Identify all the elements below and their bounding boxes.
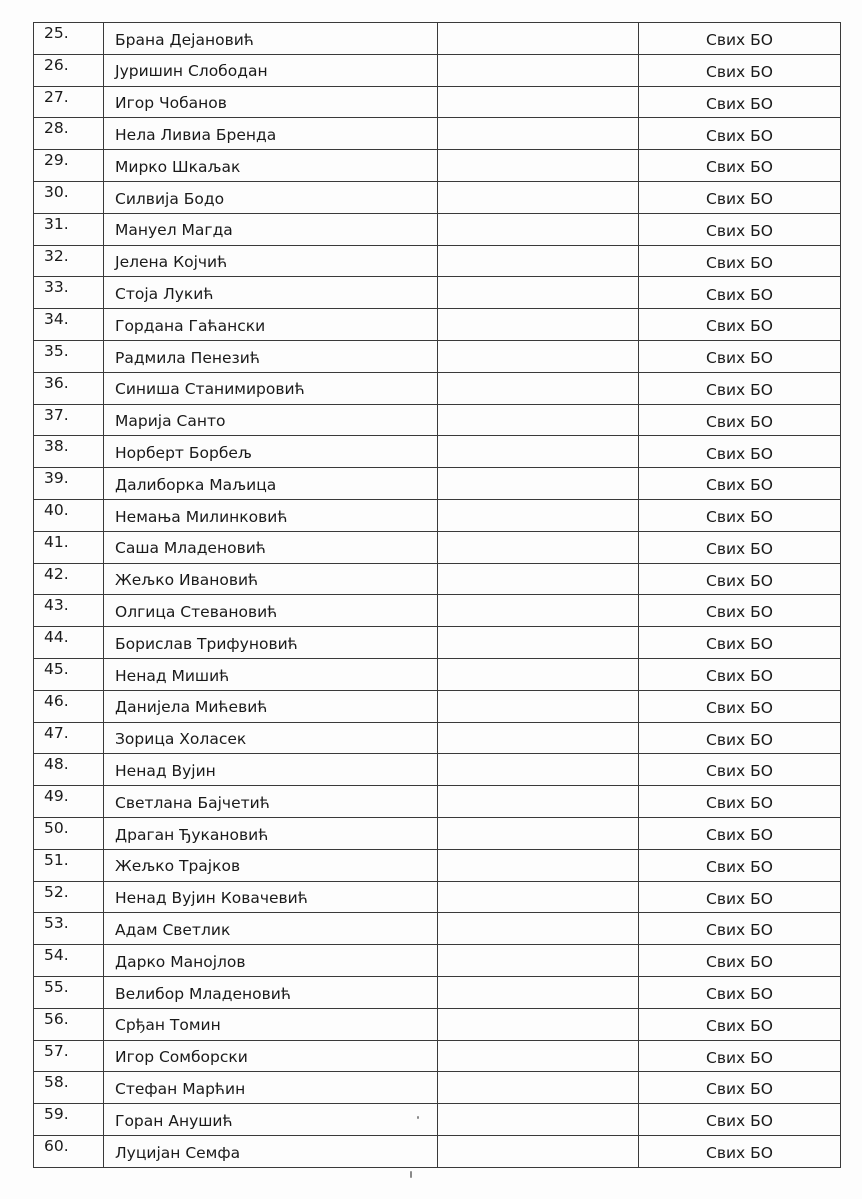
table-row bbox=[34, 722, 841, 754]
row-number: 29. bbox=[34, 150, 104, 182]
empty-cell bbox=[438, 722, 639, 754]
member-name: Марија Санто bbox=[104, 404, 438, 436]
member-name: Немања Милинковић bbox=[104, 499, 438, 531]
row-number: 36. bbox=[34, 372, 104, 404]
category-cell: Свих БО bbox=[639, 690, 841, 722]
empty-cell bbox=[438, 945, 639, 977]
empty-cell bbox=[438, 468, 639, 500]
row-number: 51. bbox=[34, 849, 104, 881]
row-number: 39. bbox=[34, 468, 104, 500]
table-row bbox=[34, 340, 841, 372]
category-cell: Свих БО bbox=[639, 86, 841, 118]
empty-cell bbox=[438, 976, 639, 1008]
empty-cell bbox=[438, 309, 639, 341]
member-name: Саша Младеновић bbox=[104, 531, 438, 563]
table-row bbox=[34, 627, 841, 659]
row-number: 50. bbox=[34, 817, 104, 849]
empty-cell bbox=[438, 1135, 639, 1167]
empty-cell bbox=[438, 54, 639, 86]
member-name: Жељко Ивановић bbox=[104, 563, 438, 595]
table-row bbox=[34, 595, 841, 627]
row-number: 49. bbox=[34, 786, 104, 818]
row-number: 45. bbox=[34, 658, 104, 690]
table-row bbox=[34, 658, 841, 690]
member-name: Борислав Трифуновић bbox=[104, 627, 438, 659]
row-number: 33. bbox=[34, 277, 104, 309]
member-name: Стефан Марћин bbox=[104, 1072, 438, 1104]
member-name: Олгица Стевановић bbox=[104, 595, 438, 627]
category-cell: Свих БО bbox=[639, 563, 841, 595]
category-cell: Свих БО bbox=[639, 913, 841, 945]
member-name: Силвија Бодо bbox=[104, 181, 438, 213]
row-number: 34. bbox=[34, 309, 104, 341]
category-cell: Свих БО bbox=[639, 531, 841, 563]
row-number: 44. bbox=[34, 627, 104, 659]
category-cell: Свих БО bbox=[639, 881, 841, 913]
member-name: Луцијан Семфа bbox=[104, 1135, 438, 1167]
row-number: 43. bbox=[34, 595, 104, 627]
member-name: Велибор Младеновић bbox=[104, 976, 438, 1008]
row-number: 54. bbox=[34, 945, 104, 977]
table-row bbox=[34, 1104, 841, 1136]
empty-cell bbox=[438, 340, 639, 372]
table-row bbox=[34, 118, 841, 150]
row-number: 48. bbox=[34, 754, 104, 786]
empty-cell bbox=[438, 1008, 639, 1040]
category-cell: Свих БО bbox=[639, 436, 841, 468]
row-number: 32. bbox=[34, 245, 104, 277]
category-cell: Свих БО bbox=[639, 754, 841, 786]
category-cell: Свих БО bbox=[639, 277, 841, 309]
member-name: Игор Чобанов bbox=[104, 86, 438, 118]
table-row bbox=[34, 436, 841, 468]
member-name: Брана Дејановић bbox=[104, 23, 438, 55]
scan-speck bbox=[410, 1171, 412, 1178]
member-name: Зорица Холасек bbox=[104, 722, 438, 754]
category-cell: Свих БО bbox=[639, 309, 841, 341]
table-row bbox=[34, 1008, 841, 1040]
member-name: Далиборка Маљица bbox=[104, 468, 438, 500]
row-number: 58. bbox=[34, 1072, 104, 1104]
row-number: 46. bbox=[34, 690, 104, 722]
table-row bbox=[34, 945, 841, 977]
member-name: Норберт Борбељ bbox=[104, 436, 438, 468]
row-number: 30. bbox=[34, 181, 104, 213]
table-row bbox=[34, 245, 841, 277]
member-name: Мирко Шкаљак bbox=[104, 150, 438, 182]
member-name: Ненад Вујин bbox=[104, 754, 438, 786]
category-cell: Свих БО bbox=[639, 722, 841, 754]
category-cell: Свих БО bbox=[639, 976, 841, 1008]
row-number: 40. bbox=[34, 499, 104, 531]
row-number: 25. bbox=[34, 23, 104, 55]
empty-cell bbox=[438, 786, 639, 818]
member-name: Синиша Станимировић bbox=[104, 372, 438, 404]
empty-cell bbox=[438, 881, 639, 913]
table-row bbox=[34, 277, 841, 309]
empty-cell bbox=[438, 627, 639, 659]
category-cell: Свих БО bbox=[639, 150, 841, 182]
table-row bbox=[34, 23, 841, 55]
row-number: 35. bbox=[34, 340, 104, 372]
empty-cell bbox=[438, 1040, 639, 1072]
empty-cell bbox=[438, 245, 639, 277]
row-number: 56. bbox=[34, 1008, 104, 1040]
member-name: Радмила Пенезић bbox=[104, 340, 438, 372]
empty-cell bbox=[438, 690, 639, 722]
category-cell: Свих БО bbox=[639, 658, 841, 690]
row-number: 37. bbox=[34, 404, 104, 436]
row-number: 38. bbox=[34, 436, 104, 468]
empty-cell bbox=[438, 213, 639, 245]
table-row bbox=[34, 531, 841, 563]
table-row bbox=[34, 86, 841, 118]
category-cell: Свих БО bbox=[639, 1072, 841, 1104]
member-name: Светлана Бајчетић bbox=[104, 786, 438, 818]
category-cell: Свих БО bbox=[639, 54, 841, 86]
member-name: Игор Сомборски bbox=[104, 1040, 438, 1072]
category-cell: Свих БО bbox=[639, 595, 841, 627]
category-cell: Свих БО bbox=[639, 1040, 841, 1072]
table-row bbox=[34, 881, 841, 913]
category-cell: Свих БО bbox=[639, 245, 841, 277]
empty-cell bbox=[438, 86, 639, 118]
table-row bbox=[34, 563, 841, 595]
empty-cell bbox=[438, 595, 639, 627]
row-number: 60. bbox=[34, 1135, 104, 1167]
scan-speck bbox=[417, 1116, 419, 1119]
empty-cell bbox=[438, 436, 639, 468]
empty-cell bbox=[438, 372, 639, 404]
member-name: Гордана Гаћански bbox=[104, 309, 438, 341]
table-row bbox=[34, 150, 841, 182]
table-row bbox=[34, 817, 841, 849]
table-row bbox=[34, 499, 841, 531]
member-name: Адам Светлик bbox=[104, 913, 438, 945]
category-cell: Свих БО bbox=[639, 786, 841, 818]
table-row bbox=[34, 1135, 841, 1167]
member-name: Данијела Мићевић bbox=[104, 690, 438, 722]
empty-cell bbox=[438, 277, 639, 309]
row-number: 41. bbox=[34, 531, 104, 563]
table-row bbox=[34, 786, 841, 818]
table-row bbox=[34, 468, 841, 500]
category-cell: Свих БО bbox=[639, 213, 841, 245]
category-cell: Свих БО bbox=[639, 372, 841, 404]
member-name: Драган Ђукановић bbox=[104, 817, 438, 849]
row-number: 59. bbox=[34, 1104, 104, 1136]
member-name: Жељко Трајков bbox=[104, 849, 438, 881]
member-name: Горан Анушић bbox=[104, 1104, 438, 1136]
row-number: 47. bbox=[34, 722, 104, 754]
member-name: Срђан Томин bbox=[104, 1008, 438, 1040]
empty-cell bbox=[438, 181, 639, 213]
table-row bbox=[34, 690, 841, 722]
category-cell: Свих БО bbox=[639, 118, 841, 150]
row-number: 55. bbox=[34, 976, 104, 1008]
empty-cell bbox=[438, 563, 639, 595]
table-row bbox=[34, 1072, 841, 1104]
empty-cell bbox=[438, 531, 639, 563]
row-number: 31. bbox=[34, 213, 104, 245]
member-name: Ненад Мишић bbox=[104, 658, 438, 690]
member-list-body bbox=[34, 23, 841, 1168]
table-row bbox=[34, 213, 841, 245]
member-name: Дарко Манојлов bbox=[104, 945, 438, 977]
member-name: Ненад Вујин Ковачевић bbox=[104, 881, 438, 913]
empty-cell bbox=[438, 404, 639, 436]
member-name: Нела Ливиа Бренда bbox=[104, 118, 438, 150]
row-number: 27. bbox=[34, 86, 104, 118]
category-cell: Свих БО bbox=[639, 817, 841, 849]
row-number: 57. bbox=[34, 1040, 104, 1072]
empty-cell bbox=[438, 817, 639, 849]
empty-cell bbox=[438, 754, 639, 786]
member-name: Јуришин Слободан bbox=[104, 54, 438, 86]
category-cell: Свих БО bbox=[639, 23, 841, 55]
member-name: Стоја Лукић bbox=[104, 277, 438, 309]
row-number: 26. bbox=[34, 54, 104, 86]
empty-cell bbox=[438, 849, 639, 881]
table-row bbox=[34, 976, 841, 1008]
category-cell: Свих БО bbox=[639, 468, 841, 500]
empty-cell bbox=[438, 23, 639, 55]
empty-cell bbox=[438, 1104, 639, 1136]
category-cell: Свих БО bbox=[639, 849, 841, 881]
category-cell: Свих БО bbox=[639, 945, 841, 977]
table-row bbox=[34, 913, 841, 945]
member-name: Јелена Којчић bbox=[104, 245, 438, 277]
category-cell: Свих БО bbox=[639, 499, 841, 531]
table-row bbox=[34, 309, 841, 341]
table-row bbox=[34, 181, 841, 213]
category-cell: Свих БО bbox=[639, 627, 841, 659]
category-cell: Свих БО bbox=[639, 1008, 841, 1040]
member-name: Мануел Магда bbox=[104, 213, 438, 245]
category-cell: Свих БО bbox=[639, 404, 841, 436]
empty-cell bbox=[438, 499, 639, 531]
table-row bbox=[34, 54, 841, 86]
category-cell: Свих БО bbox=[639, 1135, 841, 1167]
empty-cell bbox=[438, 913, 639, 945]
row-number: 53. bbox=[34, 913, 104, 945]
table-row bbox=[34, 1040, 841, 1072]
category-cell: Свих БО bbox=[639, 181, 841, 213]
table-row bbox=[34, 372, 841, 404]
category-cell: Свих БО bbox=[639, 1104, 841, 1136]
empty-cell bbox=[438, 150, 639, 182]
table-row bbox=[34, 754, 841, 786]
empty-cell bbox=[438, 658, 639, 690]
row-number: 42. bbox=[34, 563, 104, 595]
row-number: 52. bbox=[34, 881, 104, 913]
table-row bbox=[34, 849, 841, 881]
empty-cell bbox=[438, 118, 639, 150]
category-cell: Свих БО bbox=[639, 340, 841, 372]
table-row bbox=[34, 404, 841, 436]
row-number: 28. bbox=[34, 118, 104, 150]
empty-cell bbox=[438, 1072, 639, 1104]
member-list-table bbox=[33, 22, 841, 1168]
